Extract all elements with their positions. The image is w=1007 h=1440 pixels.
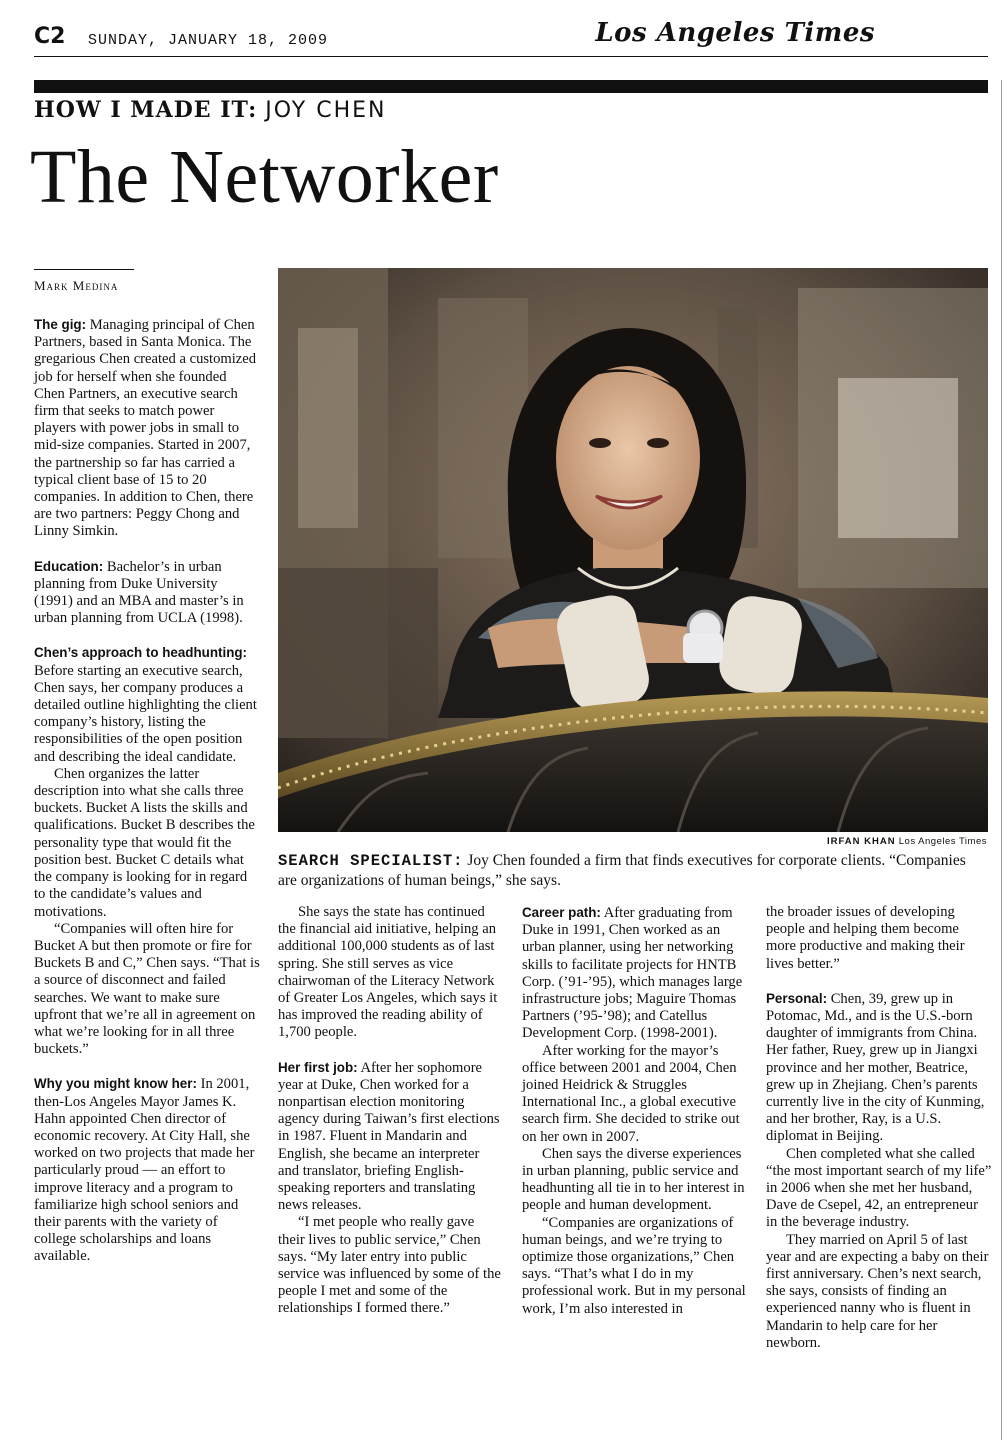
article-column-3 <box>522 904 748 1318</box>
lead-first-job: Her first job: <box>278 1059 358 1075</box>
text-know: In 2001, then-Los Angeles Mayor James K. Hahn appointed Chen director of economic recovery. At City Hall, she worked on two projects that made her particularly proud — an effort to improve literacy and a program to familiarize high school seniors and their parents with the variety of college scholarships and loans available. <box>34 1076 255 1265</box>
paragraph-orgs: “Companies are organizations of human beings, and we’re trying to optimize those organizations,” Chen says. “That’s what I do in my professional work. But in my personal work, I’m also interested in <box>522 1214 746 1317</box>
caption-text: Joy Chen founded a firm that finds executives for corporate clients. “Companies are organizations of human beings,” she says. <box>278 852 966 889</box>
byline-rule <box>34 269 134 270</box>
kicker-name: JOY CHEN <box>265 98 387 123</box>
paragraph-first-job <box>278 1059 504 1215</box>
photo-credit-name: IRFAN KHAN <box>827 836 896 847</box>
section-bar <box>34 80 988 93</box>
paragraph-quote: “Companies will often hire for Bucket A but then promote or fire for Buckets B and C,” Chen says. “That is a source of disconnect and failed searches. We want to make sure upfront that we’re all in agreement on what we’re looking for in all three buckets.” <box>34 920 260 1058</box>
paragraph-met: “I met people who really gave their lives to public service,” Chen says. “My later entry into public service was influenced by some of the people I met and some of the relationships I formed there.” <box>278 1214 501 1317</box>
photo-credit <box>827 836 987 847</box>
paragraph-personal <box>766 990 992 1146</box>
article-column-2 <box>278 904 504 1318</box>
article-column-1 <box>34 316 260 1266</box>
article-column-4 <box>766 904 992 1352</box>
portrait-photo <box>278 268 988 832</box>
text-education: Bachelor’s in urban planning from Duke University (1991) and an MBA and master’s in urban planning from UCLA (1998). <box>34 558 244 627</box>
paragraph-search: Chen completed what she called “the most important search of my life” in 2006 when she met her husband, Dave de Csepel, 42, an entrepreneur in the beverage industry. <box>766 1145 992 1231</box>
issue-date: SUNDAY, JANUARY 18, 2009 <box>88 32 329 49</box>
paragraph-know <box>34 1075 260 1265</box>
paragraph-career <box>522 904 748 1043</box>
paragraph-buckets: Chen organizes the latter description into what she calls three buckets. Bucket A lists the skills and qualifications. Bucket B describes the personality type that would fit the position best. Bucket C details what the company is looking for in regard to the candidate’s values and motivations. <box>34 765 255 920</box>
paragraph-state: She says the state has continued the financial aid initiative, helping an additional 100,000 students as of last spring. She still serves as vice chairwoman of the Literacy Network of Greater Los Angeles, which says it has improved the reading ability of 1,700 people. <box>278 904 498 1041</box>
caption-label: SEARCH SPECIALIST: <box>278 852 464 870</box>
paragraph-broader: the broader issues of developing people and helping them become more productive and making their lives better.” <box>766 904 965 972</box>
paragraph-education <box>34 558 260 628</box>
text-gig: Managing principal of Chen Partners, based in Santa Monica. The gregarious Chen created a customized job for herself when she founded Chen Partners, an executive search firm that seeks to match power players with power jobs in small to mid-size companies. Started in 2007, the partnership so far has carried a typical client base of 15 to 20 companies. In addition to Chen, there are two partners: Peggy Chong and Linny Simkin. <box>34 317 257 540</box>
masthead-rule <box>34 56 988 57</box>
lead-education: Education: <box>34 558 104 574</box>
kicker <box>34 97 387 123</box>
photo-caption <box>278 851 988 890</box>
text-career: After graduating from Duke in 1991, Chen worked as an urban planner, using her networking skills to facilitate projects for HNTB Corp. (’91-’95), which manages large infrastructure jobs; Maguire Thomas Partners (’95-’98); and Catellus Development Corp. (1998-2001). <box>522 905 743 1042</box>
byline: Mark Medina <box>34 278 119 293</box>
paragraph-approach <box>34 644 260 765</box>
text-personal: Chen, 39, grew up in Potomac, Md., and is the U.S.-born daughter of immigrants from China. Her father, Ruey, grew up in Jiangxi province and her mother, Beatrice, grew up in Zhejiang. Chen’s parents currently live in the city of Kunming, and her brother, Ray, is a U.S. diplomat in Beijing. <box>766 990 985 1145</box>
paragraph-diverse: Chen says the diverse experiences in urban planning, public service and headhunting all tie in to her interest in people and human development. <box>522 1145 745 1214</box>
photo-credit-org: Los Angeles Times <box>898 836 987 847</box>
newspaper-logo: Los Angeles Times <box>595 18 875 48</box>
text-approach: Before starting an executive search, Chen says, her company produces a detailed outline highlighting the client company’s history, listing the responsibilities of the open position and describing the ideal candidate. <box>34 662 257 765</box>
lead-gig: The gig: <box>34 317 87 332</box>
lead-approach: Chen’s approach to headhunting: <box>34 645 248 661</box>
paragraph-mayor: After working for the mayor’s office between 2001 and 2004, Chen joined Heidrick & Struggles International Inc., a global executive search firm. She decided to strike out on her own in 2007. <box>522 1042 740 1145</box>
lead-know: Why you might know her: <box>34 1076 197 1092</box>
text-first-job: After her sophomore year at Duke, Chen worked for a nonpartisan election monitoring agency during Taiwan’s first elections in 1987. Fluent in Mandarin and English, she became an interpreter and translator, briefing English-speaking reporters and translating news releases. <box>278 1059 500 1214</box>
lead-career: Career path: <box>522 905 601 920</box>
paragraph-gig <box>34 316 260 541</box>
kicker-label: HOW I MADE IT: <box>34 97 258 123</box>
page-edge-rule <box>1001 80 1002 1440</box>
headline: The Networker <box>30 135 499 219</box>
lead-personal: Personal: <box>766 990 828 1006</box>
page-number: C2 <box>34 24 66 49</box>
paragraph-married: They married on April 5 of last year and are expecting a baby on their first anniversary. Chen’s next search, she says, consists of finding an experienced nanny who is fluent in Mandarin to help care for her newborn. <box>766 1231 989 1351</box>
